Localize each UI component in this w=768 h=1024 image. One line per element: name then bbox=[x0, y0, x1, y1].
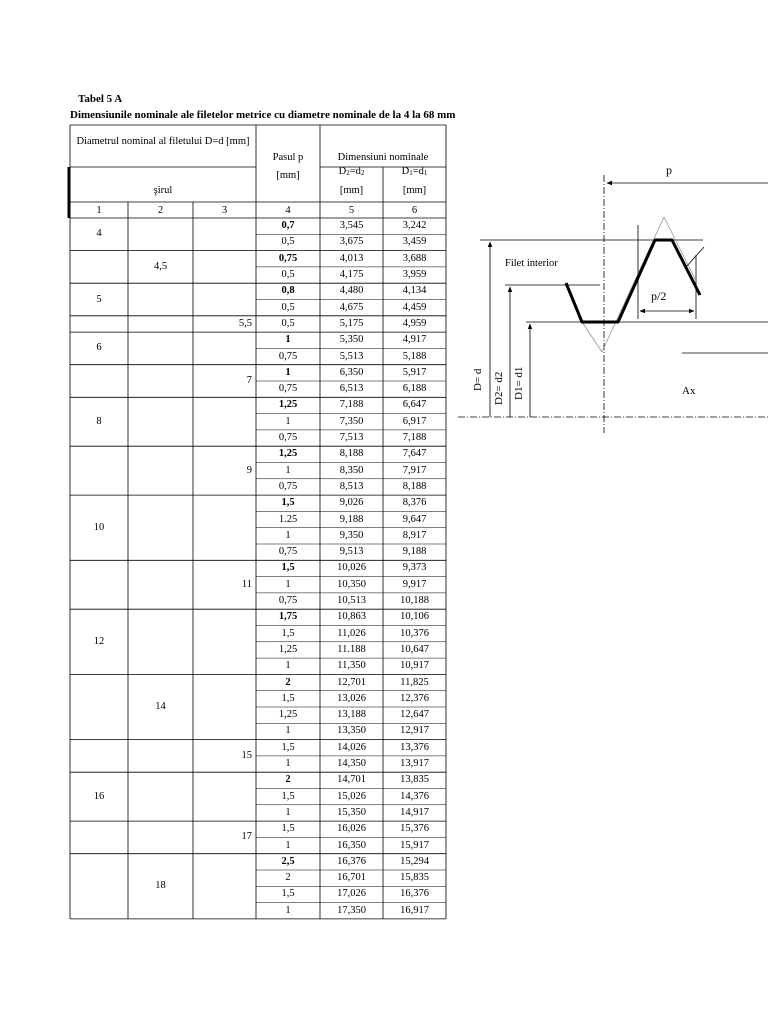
d1-value: 9,917 bbox=[402, 578, 427, 590]
d2-value: 16,701 bbox=[337, 872, 366, 884]
fundamental-triangle bbox=[582, 217, 695, 352]
axis-label: Ax bbox=[682, 385, 696, 397]
pitch-value: 1 bbox=[285, 660, 291, 672]
pitch-value: 0,75 bbox=[278, 350, 298, 362]
pitch-value: 1 bbox=[285, 529, 291, 541]
d2-value: 10,026 bbox=[337, 562, 366, 574]
d1-value: 5,917 bbox=[402, 366, 427, 378]
pitch-value: 1 bbox=[285, 366, 291, 378]
pitch-value: 1.25 bbox=[278, 513, 298, 525]
d1-value: 13,835 bbox=[400, 774, 429, 786]
pitch-value: 1,5 bbox=[281, 627, 295, 639]
d1-value: 12,647 bbox=[400, 709, 429, 721]
d2-value: 6,513 bbox=[339, 383, 364, 395]
table-number: Tabel 5 A bbox=[78, 93, 123, 105]
pitch-value: 2 bbox=[285, 676, 291, 688]
d2-value: 3,545 bbox=[339, 220, 364, 232]
d1-value: 10,106 bbox=[400, 611, 429, 623]
internal-thread-label: Filet interior bbox=[505, 258, 558, 269]
d2-value: 11,026 bbox=[337, 627, 366, 639]
d1-value: 8,188 bbox=[402, 480, 427, 492]
header-d2-unit: [mm] bbox=[339, 185, 364, 196]
series-1-diameter: 16 bbox=[93, 790, 105, 802]
d2-value: 7,188 bbox=[339, 399, 364, 411]
d2-value: 9,513 bbox=[339, 546, 364, 558]
series-3-diameter: 7 bbox=[246, 375, 252, 386]
table-title: Dimensiunile nominale ale filetelor metrice cu diametre nominale de la 4 la 68 mm bbox=[70, 109, 456, 121]
d1-value: 9,647 bbox=[402, 513, 427, 525]
series-2-diameter: 18 bbox=[155, 880, 166, 892]
d1-value: 15,294 bbox=[400, 855, 429, 867]
pitch-value: 1 bbox=[285, 725, 291, 737]
column-number: 2 bbox=[157, 205, 164, 216]
d2-value: 9,350 bbox=[339, 529, 364, 541]
d2-value: 17,350 bbox=[337, 904, 366, 916]
d2-value: 3,675 bbox=[339, 236, 364, 248]
d2-value: 13,188 bbox=[337, 709, 366, 721]
d2-value: 4,013 bbox=[339, 252, 364, 264]
d2-value: 14,350 bbox=[337, 758, 366, 770]
half-pitch-label: p/2 bbox=[651, 289, 667, 303]
d1-value: 3,688 bbox=[402, 252, 427, 264]
column-number: 4 bbox=[285, 205, 291, 216]
d1-value: 13,917 bbox=[400, 758, 429, 770]
series-2-diameter: 14 bbox=[155, 701, 166, 712]
d2-value: 14,026 bbox=[337, 741, 366, 753]
pitch-value: 0,75 bbox=[278, 383, 298, 395]
d1-value: 4,134 bbox=[402, 285, 427, 297]
d2-value: 8,513 bbox=[339, 480, 364, 492]
series-3-diameter: 9 bbox=[246, 464, 252, 476]
leader-line bbox=[686, 247, 704, 267]
series-3-diameter: 5,5 bbox=[238, 317, 252, 329]
pitch-value: 1 bbox=[285, 904, 291, 916]
pitch-value: 1,25 bbox=[278, 399, 298, 411]
d1-value: 8,376 bbox=[402, 497, 427, 509]
pitch-value: 1 bbox=[285, 578, 291, 590]
thread-profile-diagram bbox=[450, 155, 768, 435]
pitch-value: 1,5 bbox=[281, 888, 295, 900]
d2-value: 16,376 bbox=[337, 855, 366, 867]
pitch-value: 1 bbox=[285, 464, 291, 476]
d1-value: 12,376 bbox=[400, 692, 429, 704]
d1-value: 14,917 bbox=[400, 806, 429, 818]
d2-value: 4,480 bbox=[339, 285, 364, 297]
series-3-diameter: 15 bbox=[241, 749, 252, 761]
d1-value: 16,917 bbox=[400, 904, 429, 916]
column-number: 3 bbox=[221, 205, 228, 216]
pitch-value: 1 bbox=[285, 415, 291, 427]
pitch-value: 2,5 bbox=[281, 855, 295, 867]
d1-value: 4,459 bbox=[402, 301, 427, 313]
header-pitch: Pasul p bbox=[272, 152, 304, 163]
pitch-value: 1,5 bbox=[281, 790, 295, 802]
series-2-diameter: 4,5 bbox=[153, 260, 168, 272]
d1-value: 3,959 bbox=[402, 269, 427, 281]
d2-value: 6,350 bbox=[339, 366, 364, 378]
d1-value: 11,825 bbox=[400, 676, 429, 688]
pitch-value: 0,8 bbox=[281, 285, 295, 297]
d2-value: 5,350 bbox=[339, 334, 364, 346]
d2-value: 12,701 bbox=[337, 676, 366, 688]
pitch-value: 0,5 bbox=[281, 269, 295, 281]
pitch-label: p bbox=[666, 163, 672, 177]
d2-value: 17,026 bbox=[337, 888, 366, 900]
d2-value: 10,513 bbox=[337, 595, 366, 607]
d2-value: 7,513 bbox=[339, 432, 364, 444]
d2-value: 15,350 bbox=[337, 806, 366, 818]
pitch-value: 0,75 bbox=[278, 480, 298, 492]
d2-value: 9,026 bbox=[339, 497, 364, 509]
pitch-value: 2 bbox=[285, 774, 291, 786]
d2-value: 10,863 bbox=[337, 611, 366, 623]
diameter-d-label: D= d bbox=[472, 368, 484, 391]
d1-value: 4,959 bbox=[402, 317, 427, 329]
pitch-value: 1,25 bbox=[278, 643, 298, 655]
header-d1: $D_1=d_1$ bbox=[401, 166, 428, 177]
pitch-value: 1,25 bbox=[278, 709, 298, 721]
series-1-diameter: 6 bbox=[96, 342, 102, 354]
d2-value: 8,188 bbox=[339, 448, 364, 460]
header-series: şirul bbox=[153, 185, 173, 196]
pitch-value: 0,75 bbox=[278, 432, 298, 444]
d1-value: 8,917 bbox=[402, 529, 427, 541]
pitch-value: 0,5 bbox=[281, 236, 295, 248]
pitch-value: 1,5 bbox=[281, 497, 295, 509]
d1-value: 9,373 bbox=[402, 562, 427, 574]
d1-value: 13,376 bbox=[400, 741, 429, 753]
d2-value: 7,350 bbox=[339, 415, 364, 427]
pitch-value: 2 bbox=[285, 872, 291, 884]
d1-value: 7,917 bbox=[402, 464, 427, 476]
d1-value: 14,376 bbox=[400, 790, 429, 802]
diameter-d1-label: D1= d1 bbox=[513, 366, 525, 400]
d2-value: 16,026 bbox=[337, 823, 366, 835]
pitch-value: 0,75 bbox=[278, 252, 298, 264]
extension-lines bbox=[480, 225, 768, 353]
pitch-value: 1,5 bbox=[281, 741, 295, 753]
pitch-value: 1 bbox=[285, 839, 291, 851]
d2-value: 5,175 bbox=[339, 317, 364, 329]
pitch-value: 1,25 bbox=[278, 448, 298, 460]
header-d1-unit: [mm] bbox=[402, 185, 427, 196]
d1-value: 3,242 bbox=[402, 220, 427, 232]
d1-value: 10,376 bbox=[400, 627, 429, 639]
series-1-diameter: 12 bbox=[93, 635, 105, 647]
d2-value: 8,350 bbox=[339, 464, 364, 476]
d2-value: 4,175 bbox=[339, 269, 364, 281]
d1-value: 12,917 bbox=[400, 725, 429, 737]
pitch-value: 0,5 bbox=[281, 301, 295, 313]
pitch-value: 1,75 bbox=[278, 611, 298, 623]
pitch-value: 0,7 bbox=[281, 220, 295, 232]
header-d2: $D_2=d_2$ bbox=[338, 166, 365, 177]
d2-value: 5,513 bbox=[339, 350, 364, 362]
d2-value: 9,188 bbox=[339, 513, 364, 525]
pitch-value: 1 bbox=[285, 758, 291, 770]
d2-value: 14,701 bbox=[337, 774, 366, 786]
d1-value: 3,459 bbox=[402, 236, 427, 248]
d1-value: 15,917 bbox=[400, 839, 429, 851]
column-number: 1 bbox=[96, 205, 102, 216]
d2-value: 4,675 bbox=[339, 301, 364, 313]
d2-value: 13,026 bbox=[337, 692, 366, 704]
d2-value: 11.188 bbox=[337, 643, 366, 655]
d1-value: 10,917 bbox=[400, 660, 429, 672]
d1-value: 5,188 bbox=[402, 350, 427, 362]
pitch-value: 0,75 bbox=[278, 546, 298, 558]
column-number: 6 bbox=[411, 205, 418, 216]
series-1-diameter: 8 bbox=[96, 415, 102, 427]
d2-value: 16,350 bbox=[337, 839, 366, 851]
d1-value: 15,835 bbox=[400, 872, 429, 884]
d1-value: 9,188 bbox=[402, 546, 427, 558]
d1-value: 4,917 bbox=[402, 334, 427, 346]
d2-value: 11,350 bbox=[337, 660, 366, 672]
d1-value: 6,647 bbox=[402, 399, 427, 411]
d1-value: 16,376 bbox=[400, 888, 429, 900]
pitch-value: 0,75 bbox=[278, 595, 298, 607]
d1-value: 7,188 bbox=[402, 432, 427, 444]
header-nominal-dimensions: Dimensiuni nominale bbox=[337, 152, 429, 163]
pitch-value: 1,5 bbox=[281, 823, 295, 835]
pitch-value: 1 bbox=[285, 806, 291, 818]
column-number: 5 bbox=[348, 205, 355, 216]
d1-value: 7,647 bbox=[402, 448, 427, 460]
d2-value: 10,350 bbox=[337, 578, 366, 590]
header-nominal-diameter: Diametrul nominal al filetului D=d [mm] bbox=[76, 136, 250, 147]
d1-value: 10,188 bbox=[400, 595, 429, 607]
d1-value: 10,647 bbox=[400, 643, 429, 655]
diameter-d2-label: D2= d2 bbox=[493, 371, 505, 405]
pitch-value: 1,5 bbox=[281, 562, 295, 574]
pitch-value: 0,5 bbox=[281, 317, 295, 329]
d1-value: 6,917 bbox=[402, 415, 427, 427]
header-pitch-unit: [mm] bbox=[276, 170, 300, 181]
pitch-value: 1 bbox=[285, 334, 291, 346]
series-3-diameter: 11 bbox=[241, 578, 252, 590]
series-1-diameter: 5 bbox=[96, 293, 102, 305]
series-1-diameter: 4 bbox=[96, 228, 102, 240]
pitch-value: 1,5 bbox=[281, 692, 295, 704]
thread-profile-line bbox=[566, 240, 700, 322]
series-3-diameter: 17 bbox=[241, 831, 252, 843]
series-1-diameter: 10 bbox=[93, 521, 105, 533]
d1-value: 6,188 bbox=[402, 383, 427, 395]
d2-value: 13,350 bbox=[337, 725, 366, 737]
d1-value: 15,376 bbox=[400, 823, 429, 835]
d2-value: 15,026 bbox=[337, 790, 366, 802]
